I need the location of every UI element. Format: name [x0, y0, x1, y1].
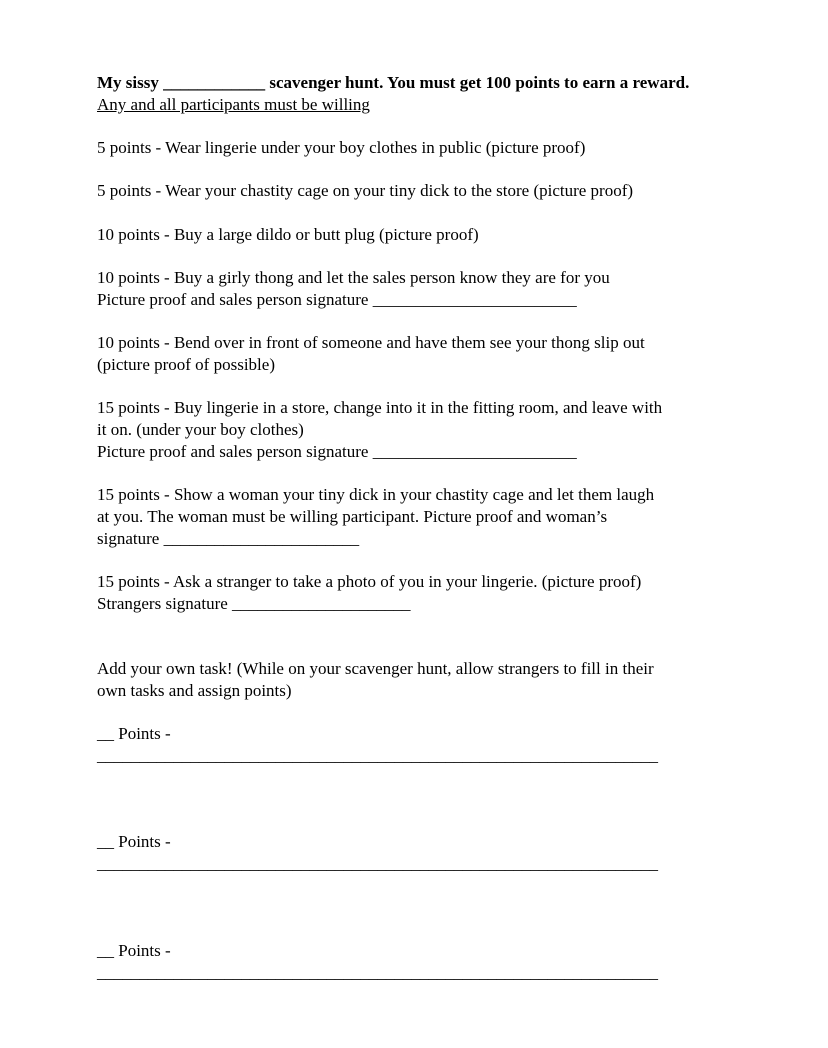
task-line: 10 points - Buy a girly thong and let the sales person know they are for you: [97, 268, 610, 288]
task-item: [97, 397, 732, 462]
blank-points-row: __ Points - __________________________________________________________________: [97, 723, 658, 765]
signature-line: Picture proof and sales person signature ________________________: [97, 441, 577, 461]
note-line: own tasks and assign points): [97, 680, 292, 700]
task-line: 15 points - Ask a stranger to take a photo of you in your lingerie. (picture proof): [97, 572, 642, 592]
task-item: [97, 137, 732, 159]
document-title: My sissy ____________ scavenger hunt. You must get 100 points to earn a reward.: [97, 73, 690, 92]
task-line: it on. (under your boy clothes): [97, 420, 304, 440]
blank-points-row: __ Points - __________________________________________________________________: [97, 940, 658, 982]
task-item: [97, 484, 732, 549]
task-item: [97, 571, 732, 614]
task-line: 5 points - Wear your chastity cage on your tiny dick to the store (picture proof): [97, 181, 634, 201]
task-item: [97, 224, 732, 246]
signature-line: Picture proof and sales person signature ________________________: [97, 289, 577, 309]
note-line: Add your own task! (While on your scavenger hunt, allow strangers to fill in their: [97, 658, 654, 678]
task-line: 15 points - Show a woman your tiny dick in your chastity cage and let them laugh: [97, 485, 655, 505]
document-subtitle: Any and all participants must be willing: [97, 94, 370, 114]
blank-points-row: __ Points - __________________________________________________________________: [97, 832, 658, 874]
task-line: 15 points - Buy lingerie in a store, change into it in the fitting room, and leave with: [97, 398, 663, 418]
task-item: [97, 267, 732, 310]
add-own-task-note: [97, 658, 732, 701]
signature-line: Strangers signature _____________________: [97, 593, 411, 613]
task-item: [97, 180, 732, 202]
signature-line: signature _______________________: [97, 528, 360, 548]
task-line: 10 points - Buy a large dildo or butt plug (picture proof): [97, 224, 479, 244]
task-line: at you. The woman must be willing participant. Picture proof and woman’s: [97, 506, 608, 526]
task-line: 5 points - Wear lingerie under your boy clothes in public (picture proof): [97, 138, 586, 158]
task-line: 10 points - Bend over in front of someone and have them see your thong slip out: [97, 333, 645, 353]
task-line: (picture proof of possible): [97, 355, 275, 375]
task-item: [97, 332, 732, 375]
